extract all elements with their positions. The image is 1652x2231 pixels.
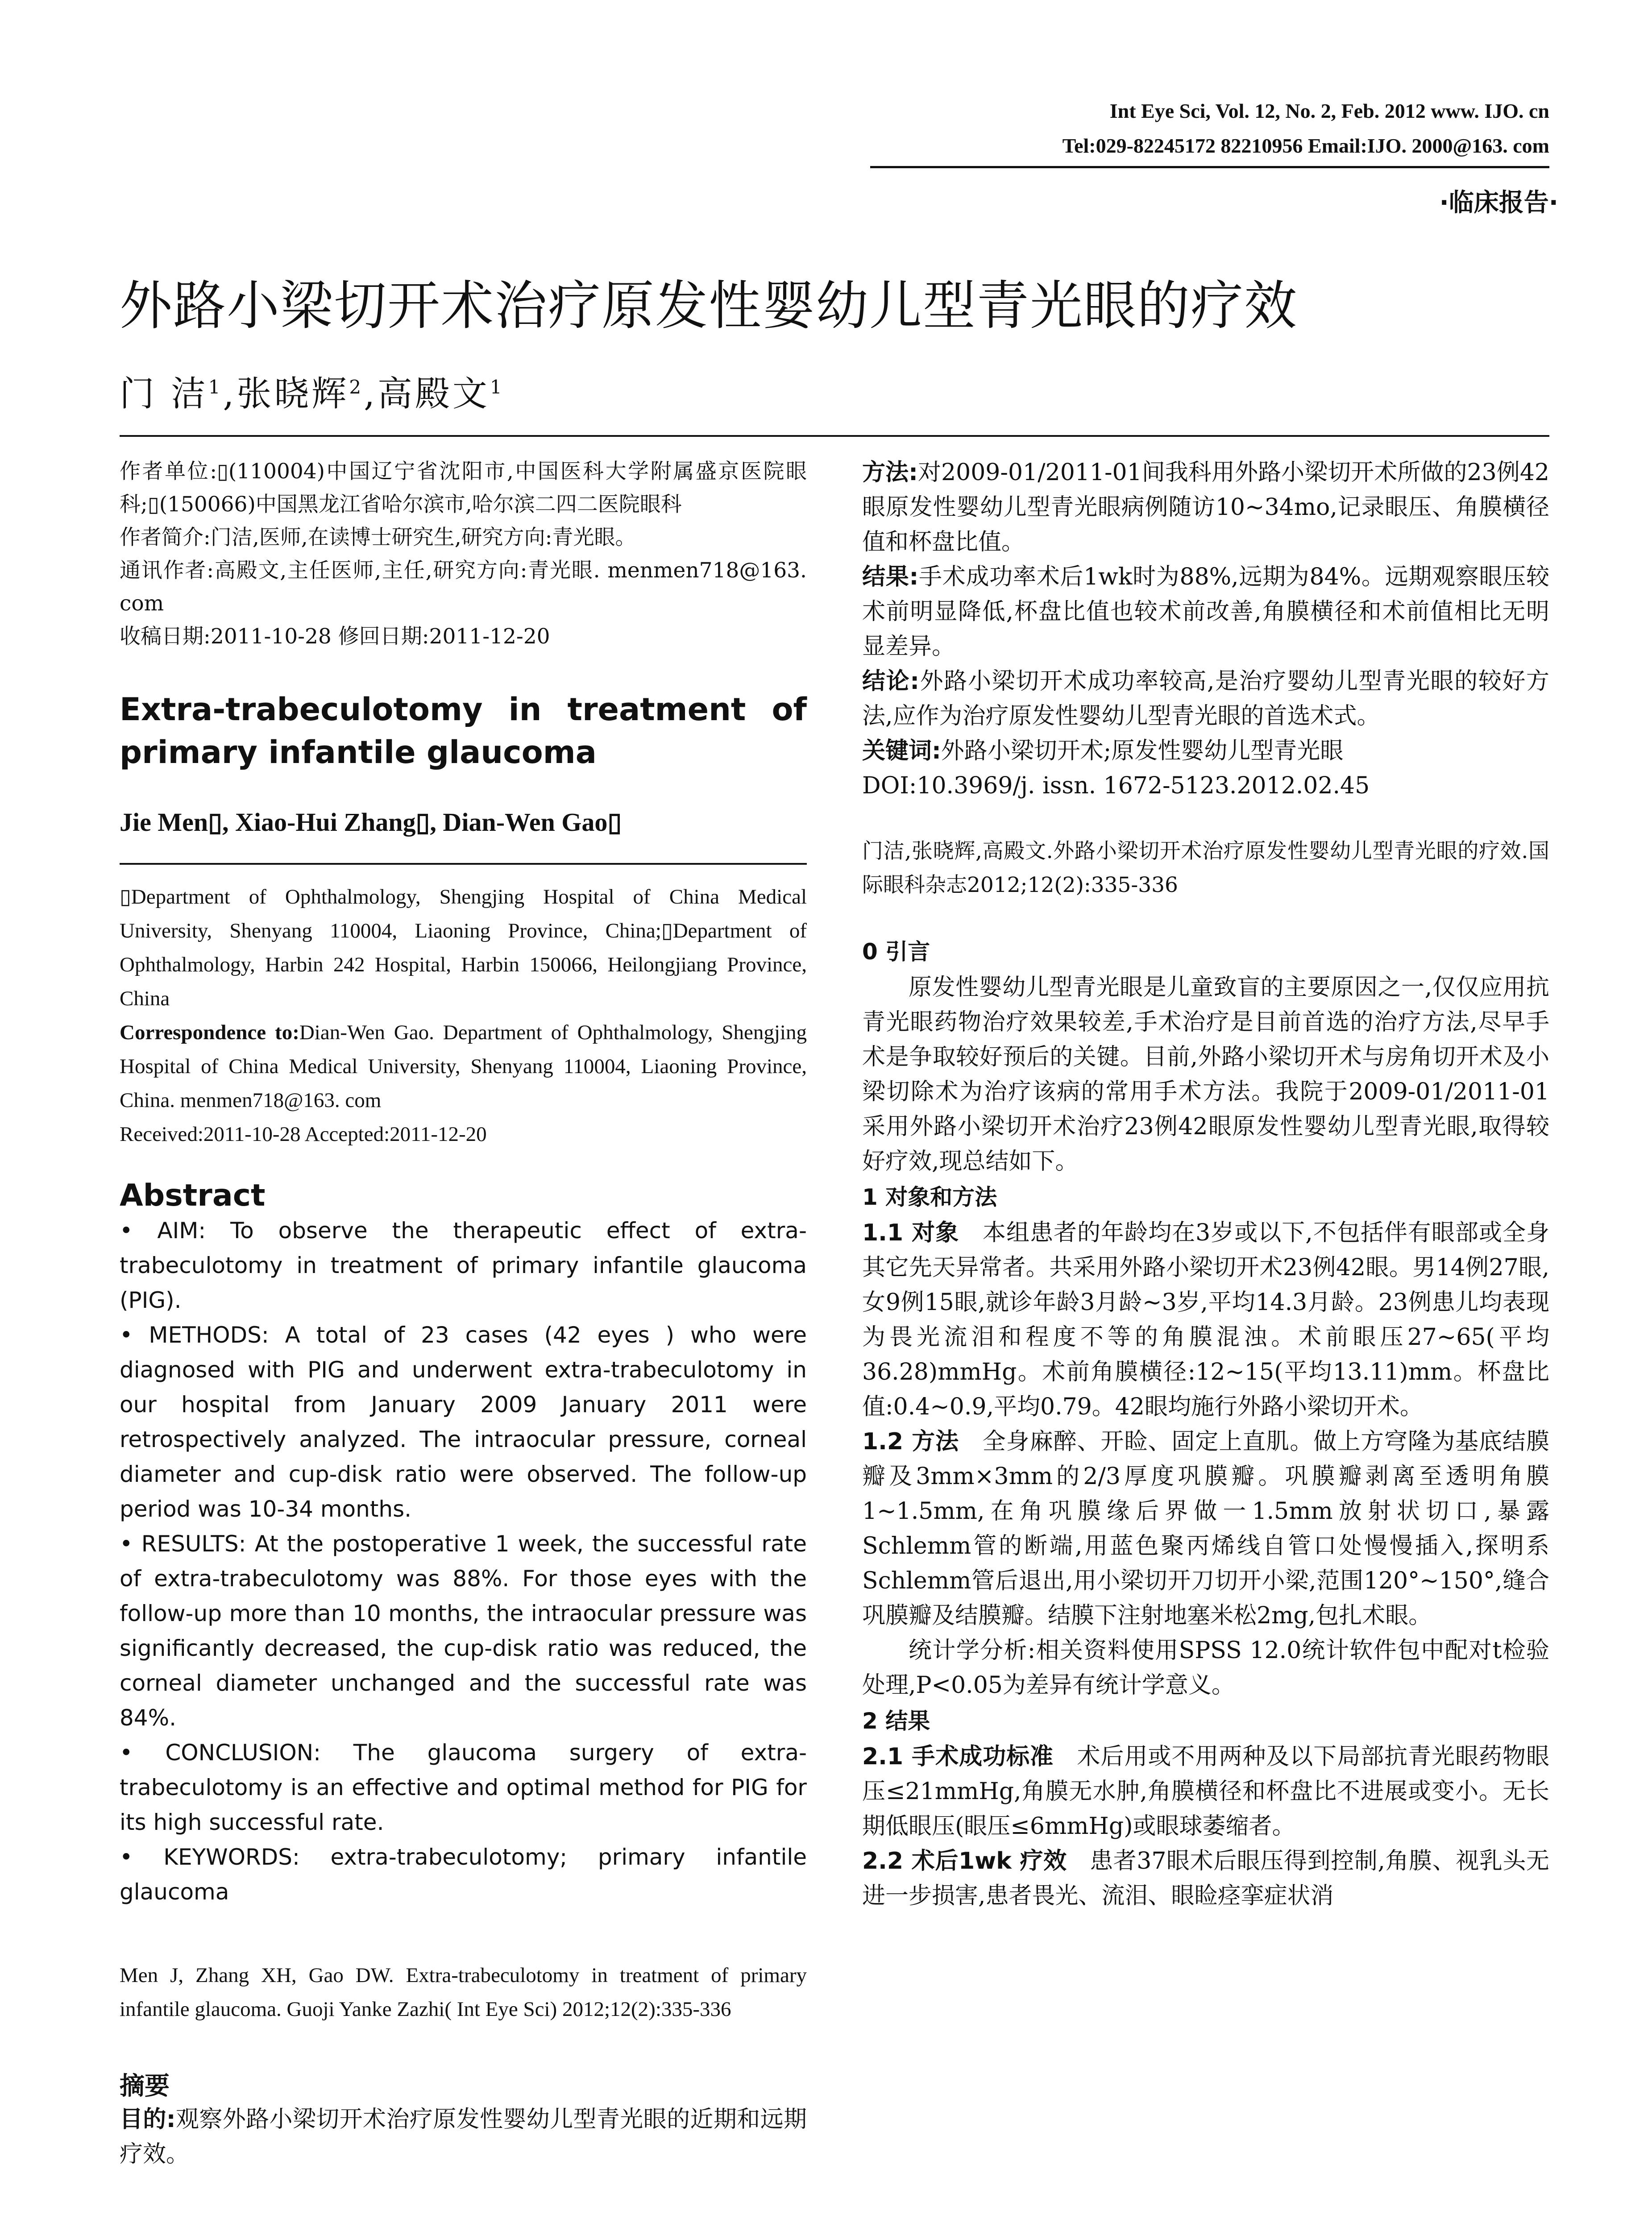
s12-text: 全身麻醉、开睑、固定上直肌。做上方穹隆为基底结膜瓣及3mm×3mm的2/3厚度巩膜瓣。巩膜瓣剥离至透明角膜1~1.5mm,在角巩膜缘后界做一1.5mm放射状切口,暴露Schlemm管的断端,用蓝色聚丙烯线自管口处慢慢插入,探明系Schlemm管后退出,用小梁切开刀切开小梁,范围120°~150°,缝合巩膜瓣及结膜瓣。结膜下注射地塞米松2mg,包扎术眼。 xyxy=(862,1428,1549,1629)
zhaiyao-heading: 摘要 xyxy=(120,2072,170,2101)
keywords-label: 关键词: xyxy=(862,738,941,764)
s21-label: 2.1 手术成功标准 xyxy=(862,1743,1054,1770)
correspondence-cn: 通讯作者:高殿文,主任医师,主任,研究方向:青光眼. menmen718@163. com xyxy=(120,558,807,616)
contact-line: Tel:029-82245172 82210956 Email:IJO. 2000@163. com xyxy=(1062,134,1549,157)
left-column xyxy=(120,455,807,2172)
author-name: 高殿文 xyxy=(377,374,490,414)
section-1-2 xyxy=(862,1424,1549,1633)
section-1-1 xyxy=(862,1215,1549,1424)
jieguo-text: 手术成功率术后1wk时为88%,远期为84%。远期观察眼压较术前明显降低,杯盘比值也较术前改善,角膜横径和术前值相比无明显差异。 xyxy=(862,564,1550,660)
correspondence-en xyxy=(120,1016,807,1117)
zhaiyao-keywords xyxy=(862,734,1549,768)
s12-label: 1.2 方法 xyxy=(862,1428,959,1455)
dates-cn: 收稿日期:2011-10-28 修回日期:2011-12-20 xyxy=(120,624,550,649)
doi: DOI:10.3969/j. issn. 1672-5123.2012.02.45 xyxy=(862,772,1370,799)
mudi-label: 目的: xyxy=(120,2106,176,2133)
authors-cn: 门 洁$^1$,张晓辉$^2$,高殿文$^1$ xyxy=(120,374,505,414)
s22-text: 患者37眼术后眼压得到控制,角膜、视乳头无进一步损害,患者畏光、流泪、眼睑痉挛症状消 xyxy=(862,1848,1549,1909)
jieguo-label: 结果: xyxy=(862,564,919,590)
journal-line: Int Eye Sci, Vol. 12, No. 2, Feb. 2012 www. IJO. cn xyxy=(1109,100,1549,122)
citation-en: Men J, Zhang XH, Gao DW. Extra-trabeculotomy in treatment of primary infantile glaucoma. Guoji Yanke Zazhi( Int Eye Sci) 2012;12(2):335-336 xyxy=(120,1964,807,2021)
received-en: Received:2011-10-28 Accepted:2011-12-20 xyxy=(120,1123,487,1146)
intro-paragraph: 原发性婴幼儿型青光眼是儿童致盲的主要原因之一,仅仅应用抗青光眼药物治疗效果较差,手术治疗是目前首选的治疗方法,尽早手术是争取较好预后的关键。目前,外路小梁切开术与房角切开术及小梁切除术为治疗该病的常用手术方法。我院于2009-01/2011-01采用外路小梁切开术治疗23例42眼原发性婴幼儿型青光眼,取得较好疗效,现总结如下。 xyxy=(862,974,1549,1175)
abstract-results: • RESULTS: At the postoperative 1 week, the successful rate of extra-trabeculotomy was 88%. For those eyes with the follow-up more than 10 months, the intraocular pressure was significantly decreased, the cup-disk ratio was reduced, the corneal diameter unchanged and the successful rate was 84%. xyxy=(120,1531,807,1731)
correspondence-text: Dian-Wen Gao. Department of Ophthalmology, Shengjing Hospital of China Medical University, Shenyang 110004, Liaoning Province, China. menmen718@163. com xyxy=(120,1021,807,1112)
s11-text: 本组患者的年龄均在3岁或以下,不包括伴有眼部或全身其它先天异常者。共采用外路小梁切开术23例42眼。男14例27眼,女9例15眼,就诊年龄3月龄~3岁,平均14.3月龄。23例患儿均表现为畏光流泪和程度不等的角膜混浊。术前眼压27~65(平均36.28)mmHg。术前角膜横径:12~15(平均13.11)mm。杯盘比值:0.4~0.9,平均0.79。42眼均施行外路小梁切开术。 xyxy=(862,1219,1549,1420)
s21-text: 术后用或不用两种及以下局部抗青光眼药物眼压≤21mmHg,角膜无水肿,角膜横径和杯盘比不进展或变小。无长期低眼压(眼压≤6mmHg)或眼球萎缩者。 xyxy=(862,1743,1549,1840)
author-name: 张晓辉 xyxy=(237,374,349,414)
affiliation-cn: 作者单位:▯(110004)中国辽宁省沈阳市,中国医科大学附属盛京医院眼科;▯(150066)中国黑龙江省哈尔滨市,哈尔滨二四二医院眼科 xyxy=(120,459,807,517)
abstract-heading: Abstract xyxy=(120,1178,266,1213)
fangfa-text: 对2009-01/2011-01间我科用外路小梁切开术所做的23例42眼原发性婴幼儿型青光眼病例随访10~34mo,记录眼压、角膜横径值和杯盘比值。 xyxy=(862,459,1550,556)
jielun-text: 外路小梁切开术成功率较高,是治疗婴幼儿型青光眼的较好方法,应作为治疗原发性婴幼儿型青光眼的首选术式。 xyxy=(862,668,1549,730)
zhaiyao-jielun xyxy=(862,664,1549,734)
s11-label: 1.1 对象 xyxy=(862,1219,959,1246)
title-en: Extra-trabeculotomy in treatment of primary infantile glaucoma xyxy=(120,691,807,771)
authors-en: Jie Men▯, Xiao-Hui Zhang▯, Dian-Wen Gao▯ xyxy=(120,808,622,837)
section-2-2 xyxy=(862,1844,1549,1913)
fangfa-label: 方法: xyxy=(862,459,918,486)
author-name: 门 洁 xyxy=(120,374,208,414)
zhaiyao-fangfa xyxy=(862,455,1549,560)
zhaiyao-mudi xyxy=(120,2102,807,2172)
abstract-methods: • METHODS: A total of 23 cases (42 eyes ) who were diagnosed with PIG and underwent extra-trabeculotomy in our hospital from January 2009 January 2011 were retrospectively analyzed. The intraocular pressure, corneal diameter and cup-disk ratio were observed. The follow-up period was 10-34 months. xyxy=(120,1322,807,1522)
title-rule xyxy=(120,435,1549,437)
abstract-conclusion: • CONCLUSION: The glaucoma surgery of extra-trabeculotomy is an effective and optimal method for PIG for its high successful rate. xyxy=(120,1740,807,1835)
abstract-keywords: • KEYWORDS: extra-trabeculotomy; primary infantile glaucoma xyxy=(120,1844,807,1905)
affiliation-en: ▯Department of Ophthalmology, Shengjing Hospital of China Medical University, Shenyang 110004, Liaoning Province, China;▯Department of Ophthalmology, Harbin 242 Hospital, Harbin 150066, Heilongjiang Province, China xyxy=(120,885,807,1010)
keywords-text: 外路小梁切开术;原发性婴幼儿型青光眼 xyxy=(941,738,1344,764)
author-affil-mark: 1 xyxy=(208,376,223,398)
right-column xyxy=(862,455,1549,1913)
mudi-text: 观察外路小梁切开术治疗原发性婴幼儿型青光眼的近期和远期疗效。 xyxy=(120,2106,807,2168)
jielun-label: 结论: xyxy=(862,668,920,695)
author-affil-mark: 2 xyxy=(349,376,364,398)
section-tag: ·临床报告· xyxy=(1439,188,1558,217)
s22-label: 2.2 术后1wk 疗效 xyxy=(862,1848,1067,1874)
author-bio-cn: 作者简介:门洁,医师,在读博士研究生,研究方向:青光眼。 xyxy=(120,525,636,550)
citation-cn: 门洁,张晓辉,高殿文.外路小梁切开术治疗原发性婴幼儿型青光眼的疗效.国际眼科杂志2012;12(2):335-336 xyxy=(862,839,1549,897)
header-rule xyxy=(870,166,1549,168)
section-2-heading: 2 结果 xyxy=(862,1708,930,1734)
statistics-paragraph: 统计学分析:相关资料使用SPSS 12.0统计软件包中配对t检验处理,P<0.05为差异有统计学意义。 xyxy=(862,1637,1549,1699)
section-1-heading: 1 对象和方法 xyxy=(862,1184,997,1210)
abstract-aim: • AIM: To observe the therapeutic effect of extra-trabeculotomy in treatment of primary infantile glaucoma (PIG). xyxy=(120,1218,807,1313)
zhaiyao-jieguo xyxy=(862,560,1549,664)
section-2-1 xyxy=(862,1739,1549,1844)
page-title-cn: 外路小梁切开术治疗原发性婴幼儿型青光眼的疗效 xyxy=(120,275,1298,336)
section-0-heading: 0 引言 xyxy=(862,939,930,965)
correspondence-label: Correspondence to: xyxy=(120,1021,299,1044)
author-affil-mark: 1 xyxy=(490,376,505,398)
journal-header xyxy=(902,94,1549,163)
